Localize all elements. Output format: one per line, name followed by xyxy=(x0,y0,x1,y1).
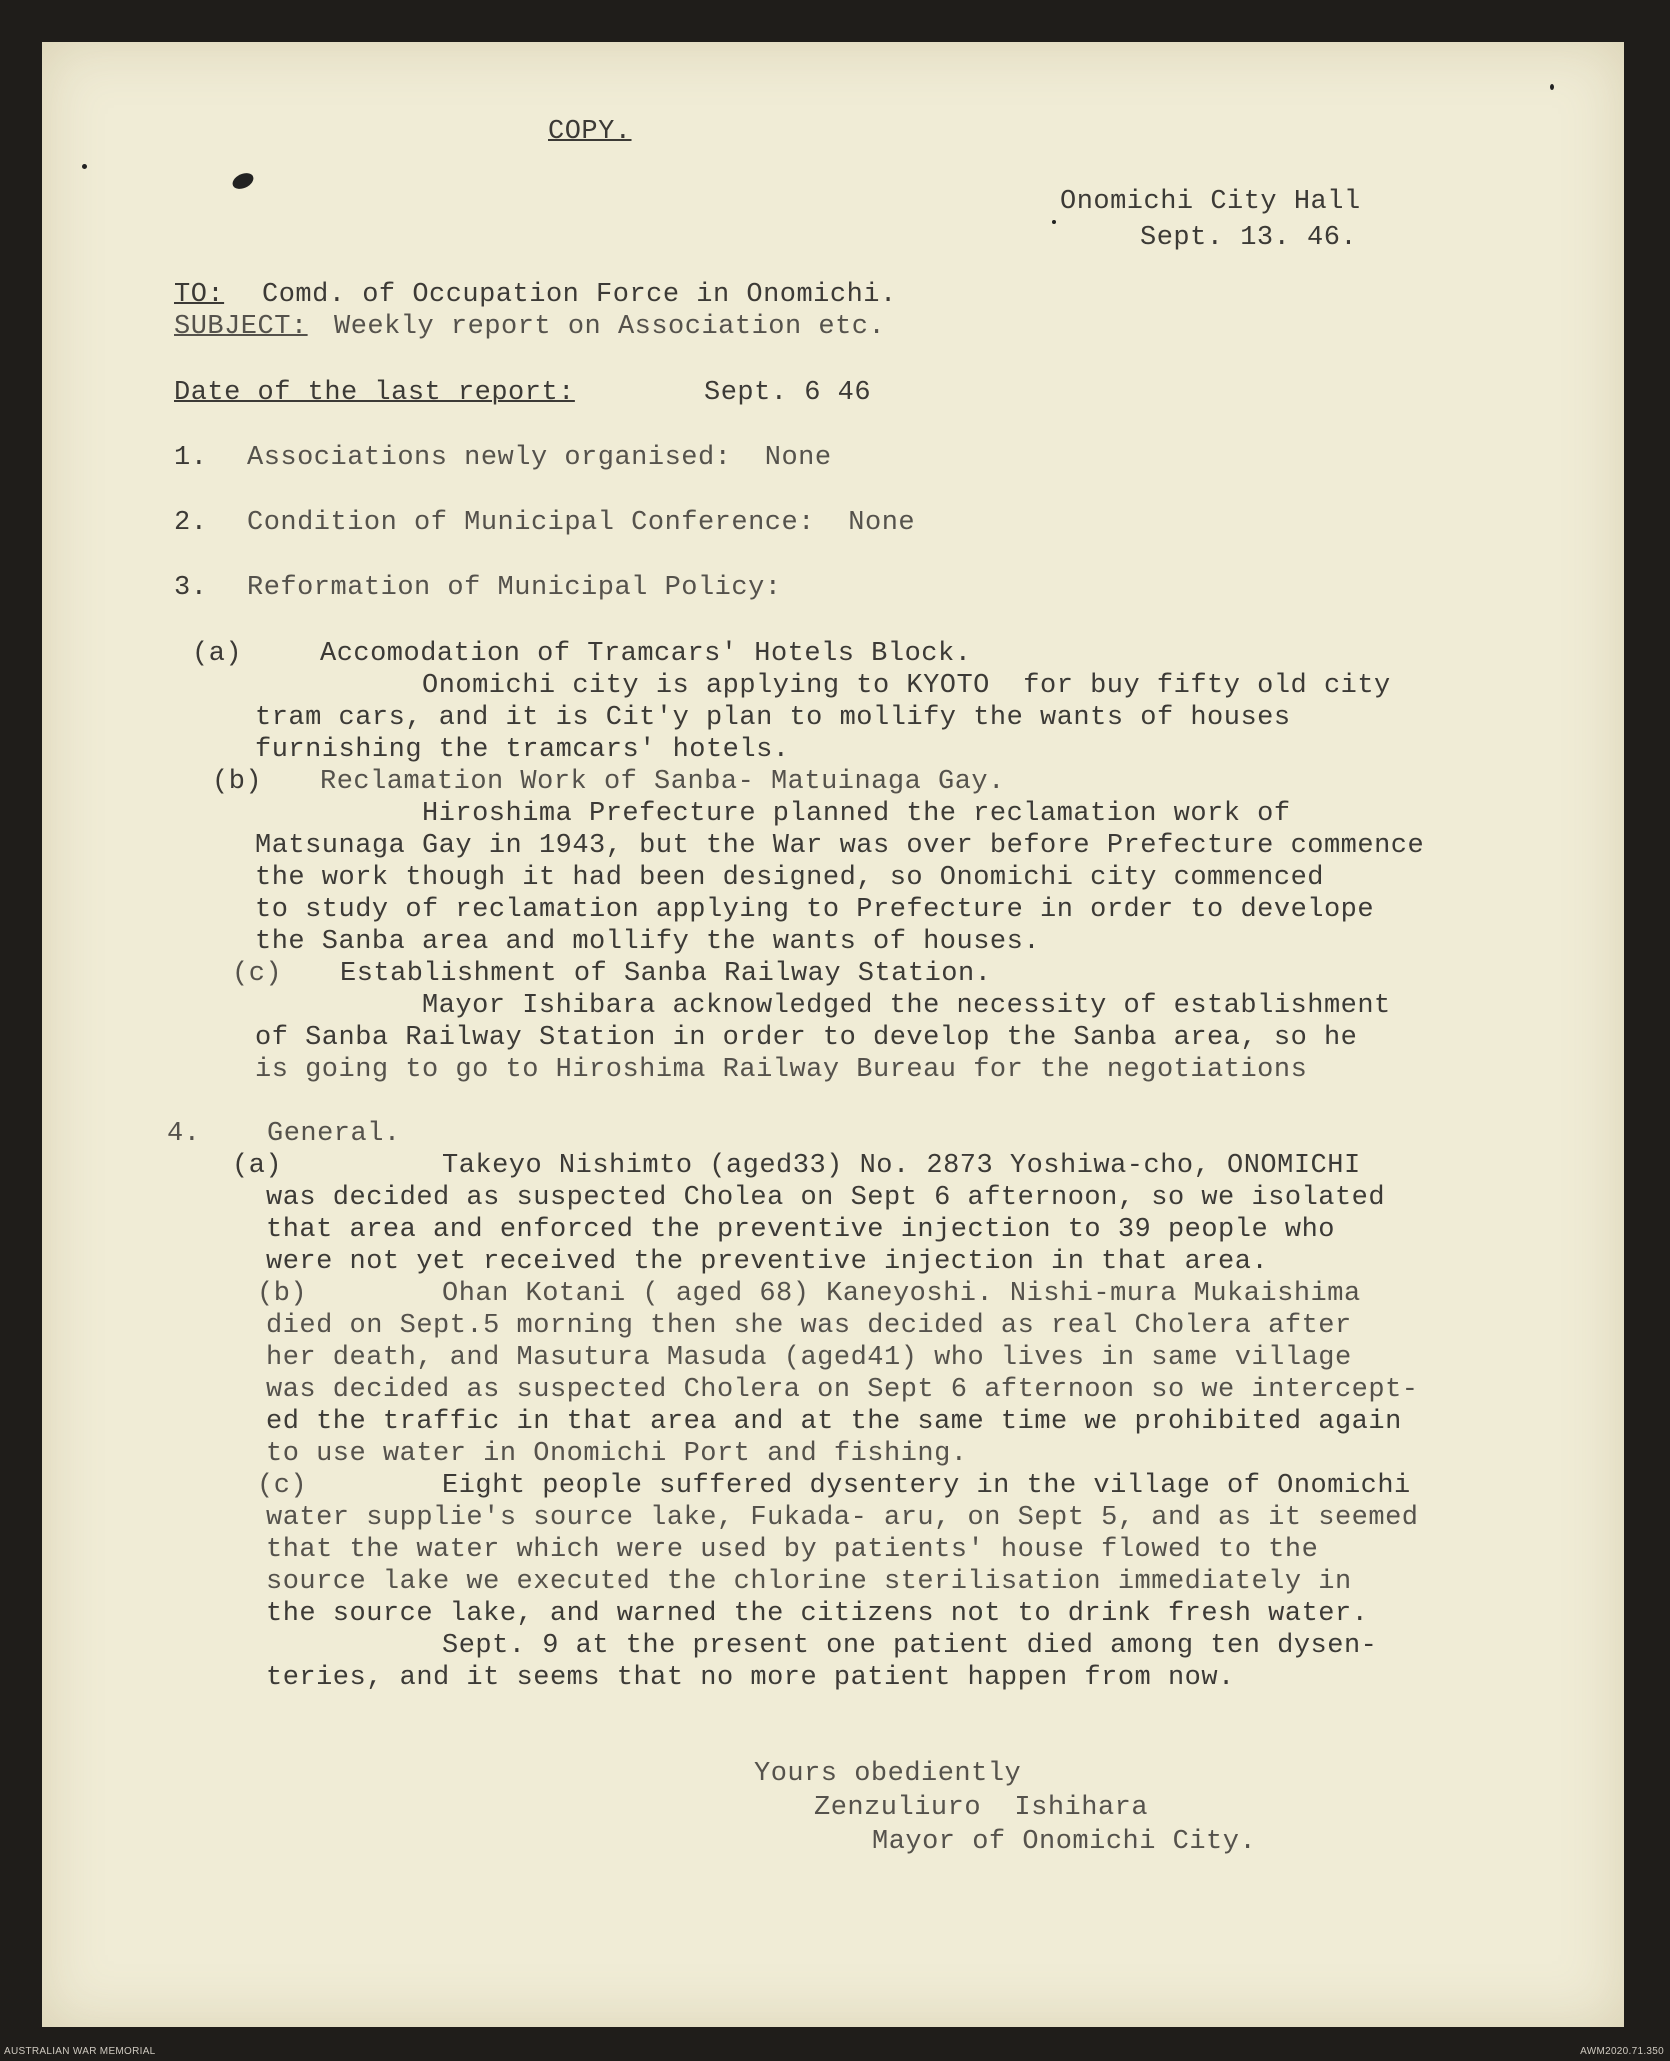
paragraph-line: is going to go to Hiroshima Railway Bureau for the negotiations xyxy=(255,1055,1308,1085)
paragraph-line: ed the traffic in that area and at the same time we prohibited again xyxy=(266,1407,1402,1437)
subsection-title: Accomodation of Tramcars' Hotels Block. xyxy=(320,639,972,669)
paragraph-line: Matsunaga Gay in 1943, but the War was over before Prefecture commence xyxy=(255,831,1425,861)
paragraph-line: died on Sept.5 morning then she was decided as real Cholera after xyxy=(266,1311,1352,1341)
paragraph-line: of Sanba Railway Station in order to develop the Sanba area, so he xyxy=(255,1023,1358,1053)
item-number: 2. xyxy=(174,508,208,538)
paragraph-line: water supplie's source lake, Fukada- aru, on Sept 5, and as it seemed xyxy=(266,1503,1419,1533)
item-text: Associations newly organised: None xyxy=(247,443,832,473)
archive-reference: AWM2020.71.350 xyxy=(1580,2046,1664,2057)
section-title: General. xyxy=(267,1119,401,1149)
sender-address: Onomichi City Hall xyxy=(1060,187,1361,217)
to-label: TO: xyxy=(174,280,225,310)
paragraph-line: that area and enforced the preventive injection to 39 people who xyxy=(266,1215,1335,1245)
paragraph-line: Hiroshima Prefecture planned the reclamation work of xyxy=(422,799,1291,829)
subsection-title: Reclamation Work of Sanba- Matuinaga Gay. xyxy=(320,767,1005,797)
to-value: Comd. of Occupation Force in Onomichi. xyxy=(262,280,897,310)
paragraph-line: Takeyo Nishimto (aged33) No. 2873 Yoshiwa-cho, ONOMICHI xyxy=(442,1151,1361,1181)
subsection-label: (a) xyxy=(232,1151,283,1181)
paragraph-line: source lake we executed the chlorine sterilisation immediately in xyxy=(266,1567,1352,1597)
item-number: 4. xyxy=(167,1119,201,1149)
last-report-label: Date of the last report: xyxy=(174,378,575,408)
sender-date: Sept. 13. 46. xyxy=(1140,223,1358,253)
subsection-label: (b) xyxy=(212,767,263,797)
document-page xyxy=(42,42,1624,2027)
paragraph-line: that the water which were used by patients' house flowed to the xyxy=(266,1535,1319,1565)
subsection-title: Establishment of Sanba Railway Station. xyxy=(340,959,992,989)
signatory-name: Zenzuliuro Ishihara xyxy=(814,1793,1149,1823)
subsection-label: (b) xyxy=(257,1279,308,1309)
subject-value: Weekly report on Association etc. xyxy=(334,312,886,342)
signatory-title: Mayor of Onomichi City. xyxy=(872,1827,1257,1857)
ink-dot xyxy=(1550,84,1554,90)
item-text: Reformation of Municipal Policy: xyxy=(247,573,782,603)
paragraph-line: furnishing the tramcars' hotels. xyxy=(255,735,790,765)
paragraph-line: Eight people suffered dysentery in the village of Onomichi xyxy=(442,1471,1411,1501)
item-number: 1. xyxy=(174,443,208,473)
paragraph-line: her death, and Masutura Masuda (aged41) who lives in same village xyxy=(266,1343,1352,1373)
archive-credit: AUSTRALIAN WAR MEMORIAL xyxy=(4,2046,156,2057)
paragraph-line: Sept. 9 at the present one patient died among ten dysen- xyxy=(442,1631,1378,1661)
paragraph-line: teries, and it seems that no more patient happen from now. xyxy=(266,1663,1235,1693)
ink-blot xyxy=(230,170,256,192)
item-number: 3. xyxy=(174,573,208,603)
last-report-date: Sept. 6 46 xyxy=(704,378,872,408)
paragraph-line: the source lake, and warned the citizens not to drink fresh water. xyxy=(266,1599,1369,1629)
ink-dot xyxy=(82,164,87,169)
item-text: Condition of Municipal Conference: None xyxy=(247,508,916,538)
paragraph-line: tram cars, and it is Cit'y plan to mollify the wants of houses xyxy=(255,703,1291,733)
subsection-label: (a) xyxy=(192,639,243,669)
subject-label: SUBJECT: xyxy=(174,312,308,342)
paragraph-line: Onomichi city is applying to KYOTO for buy fifty old city xyxy=(422,671,1391,701)
paragraph-line: the Sanba area and mollify the wants of houses. xyxy=(255,927,1041,957)
paragraph-line: to study of reclamation applying to Prefecture in order to develope xyxy=(255,895,1375,925)
copy-heading: COPY. xyxy=(548,117,632,147)
paragraph-line: Mayor Ishibara acknowledged the necessity of establishment xyxy=(422,991,1391,1021)
closing: Yours obediently xyxy=(754,1759,1022,1789)
paragraph-line: Ohan Kotani ( aged 68) Kaneyoshi. Nishi-mura Mukaishima xyxy=(442,1279,1361,1309)
paragraph-line: to use water in Onomichi Port and fishing. xyxy=(266,1439,968,1469)
subsection-label: (c) xyxy=(232,959,283,989)
ink-dot xyxy=(1052,220,1056,224)
subsection-label: (c) xyxy=(257,1471,308,1501)
paragraph-line: was decided as suspected Cholera on Sept 6 afternoon so we intercept- xyxy=(266,1375,1419,1405)
paragraph-line: were not yet received the preventive injection in that area. xyxy=(266,1247,1269,1277)
paragraph-line: was decided as suspected Cholea on Sept 6 afternoon, so we isolated xyxy=(266,1183,1386,1213)
paragraph-line: the work though it had been designed, so Onomichi city commenced xyxy=(255,863,1324,893)
